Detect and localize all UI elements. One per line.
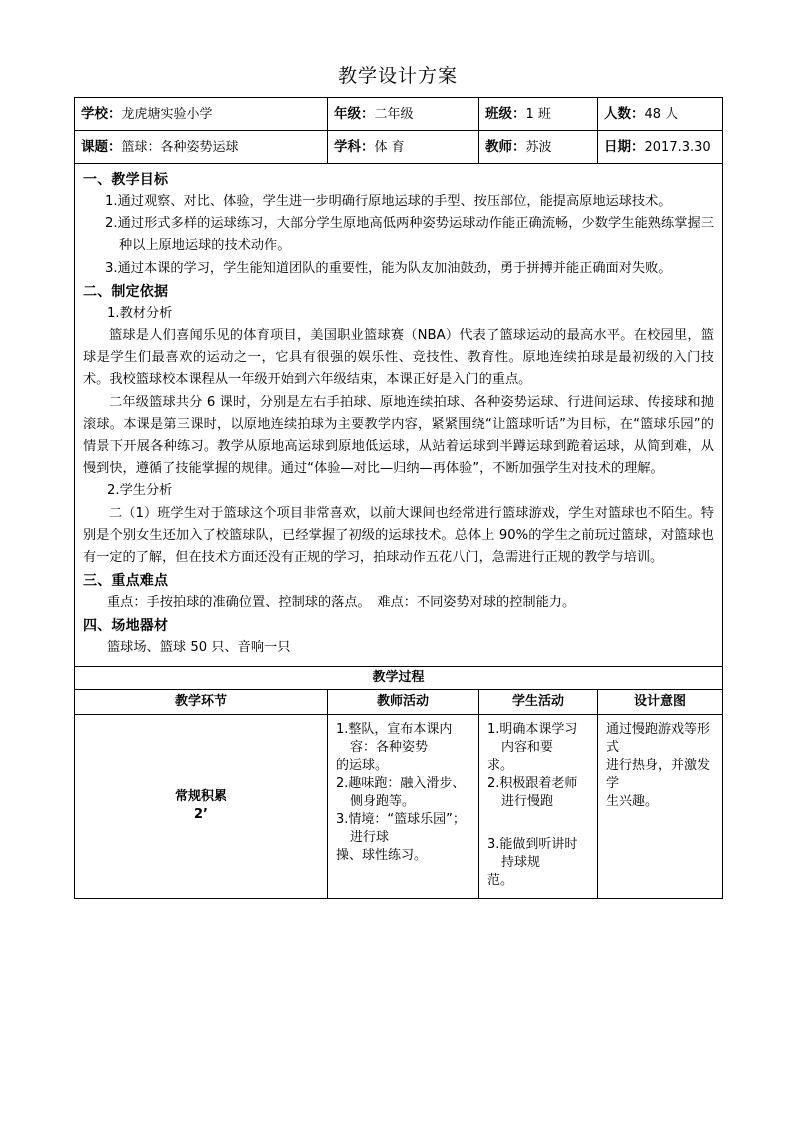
meta-label-teacher: 教师： <box>485 139 526 155</box>
meta-cell-date <box>598 131 723 164</box>
student-analysis-paragraph-1: 二（1）班学生对于篮球这个项目非常喜欢，以前大课间也经常进行篮球游戏，学生对篮球也不陌生。特别是个别女生还加入了校篮球队，已经掌握了初级的运球技术。总体上 90%的学生之前玩过篮球，对篮球也有一定的了解，但在技术方面还没有正规的学习，拍球动作五花八门，急需进行正规的教学与培训。 <box>83 505 714 566</box>
meta-row-school <box>75 98 723 131</box>
process-stage-name: 常规积累 <box>174 789 227 805</box>
process-stage-cell <box>75 714 328 898</box>
meta-label-topic: 课题： <box>81 139 122 155</box>
lesson-body-row <box>75 164 723 667</box>
meta-value-date: 2017.3.30 <box>644 140 711 155</box>
meta-value-headcount: 48 人 <box>644 107 679 122</box>
process-student-activity-cell <box>479 714 598 898</box>
meta-value-school: 龙虎塘实验小学 <box>121 107 213 122</box>
meta-label-subject: 学科： <box>334 139 375 155</box>
process-design-intent-cell <box>598 714 723 898</box>
objective-item-2: 2.通过形式多样的运球练习，大部分学生原地高低两种姿势运球动作能正确流畅，少数学生能熟练掌握三种以上原地运球的技术动作。 <box>105 216 714 254</box>
material-analysis-paragraph-1: 篮球是人们喜闻乐见的体育项目，美国职业篮球赛（NBA）代表了篮球运动的最高水平。在校园里，篮球是学生们最喜欢的运动之一，它具有很强的娱乐性、竞技性、教育性。原地连续拍球是最初级的入门技术。我校篮球校本课程从一年级开始到六年级结束，本课正好是入门的重点。 <box>83 328 714 388</box>
lesson-plan-table <box>74 97 723 899</box>
meta-value-topic: 篮球：各种姿势运球 <box>121 140 239 155</box>
process-header-row <box>75 689 723 714</box>
meta-value-class: 1 班 <box>525 107 551 122</box>
student-activity-line-1: 1.明确本课学习内容和要 <box>487 721 578 755</box>
key-points-text: 重点：手按拍球的准确位置、控制球的落点。 难点：不同姿势对球的控制能力。 <box>107 595 576 611</box>
meta-label-school: 学校： <box>81 106 122 122</box>
meta-label-date: 日期： <box>604 139 645 155</box>
meta-value-teacher: 苏波 <box>525 140 552 155</box>
section-heading-key-points: 三、重点难点 <box>83 573 169 590</box>
student-activity-line-3: 2.积极跟着老师进行慢跑 <box>487 775 578 809</box>
process-title: 教学过程 <box>75 666 723 689</box>
teacher-activity-line-4: 3.情境：“篮球乐园”；进行球 <box>336 811 466 845</box>
meta-cell-subject <box>328 131 479 164</box>
section-heading-objectives: 一、教学目标 <box>83 172 169 188</box>
lesson-body-cell <box>75 164 723 667</box>
design-intent-line-3: 生兴趣。 <box>606 793 659 809</box>
process-title-row <box>75 666 723 689</box>
process-teacher-activity-cell <box>328 714 479 898</box>
process-stage-time: 2’ <box>194 807 208 823</box>
meta-value-grade: 二年级 <box>374 107 414 122</box>
student-activity-line-2: 求。 <box>487 757 514 773</box>
process-column-header-stage: 教学环节 <box>75 689 328 714</box>
objective-item-1: 1.通过观察、对比、体验，学生进一步明确行原地运球的手型、按压部位，能提高原地运球技术。 <box>105 194 672 209</box>
student-activity-line-5: 范。 <box>487 872 514 888</box>
meta-cell-class <box>479 98 598 131</box>
meta-cell-grade <box>328 98 479 131</box>
process-column-header-intent: 设计意图 <box>598 689 723 714</box>
table-row <box>75 714 723 898</box>
meta-value-subject: 体 育 <box>374 140 405 155</box>
student-activity-spacer <box>487 811 589 836</box>
meta-row-topic <box>75 131 723 164</box>
teacher-activity-line-3: 2.趣味跑：融入滑步、侧身跑等。 <box>336 775 466 809</box>
meta-label-headcount: 人数： <box>604 106 645 122</box>
subheading-material-analysis: 1.教材分析 <box>107 305 173 321</box>
subheading-student-analysis: 2.学生分析 <box>107 483 173 499</box>
equipment-text: 篮球场、篮球 50 只、音响一只 <box>107 640 291 656</box>
teacher-activity-line-2: 的运球。 <box>336 757 389 773</box>
page-title: 教学设计方案 <box>337 65 458 87</box>
objective-item-3: 3.通过本课的学习，学生能知道团队的重要性，能为队友加油鼓劲，勇于拼搏并能正确面对失败。 <box>105 260 672 276</box>
design-intent-line-1: 通过慢跑游戏等形式 <box>606 721 711 755</box>
meta-cell-topic <box>75 131 328 164</box>
meta-cell-headcount <box>598 98 723 131</box>
process-column-header-student: 学生活动 <box>479 689 598 714</box>
student-activity-line-4: 3.能做到听讲时持球规 <box>487 836 578 870</box>
meta-label-class: 班级： <box>485 106 526 122</box>
design-intent-line-2: 进行热身，并激发学 <box>606 757 711 791</box>
material-analysis-paragraph-2: 二年级篮球共分 6 课时，分别是左右手拍球、原地连续拍球、各种姿势运球、行进间运球、传接球和抛滚球。本课是第三课时，以原地连续拍球为主要教学内容，紧紧围绕“让篮球听话”为目标，在“篮球乐园”的情景下开展各种练习。教学从原地高运球到原地低运球，从站着运球到半蹲运球到跪着运球，从简到难，从慢到快，遵循了技能掌握的规律。通过“体验—对比—归纳—再体验”，不断加强学生对技术的理解。 <box>83 394 714 477</box>
teacher-activity-line-5: 操、球性练习。 <box>336 847 428 863</box>
meta-cell-teacher <box>479 131 598 164</box>
section-heading-basis: 二、制定依据 <box>83 283 169 300</box>
meta-cell-school <box>75 98 328 131</box>
section-heading-equipment: 四、场地器材 <box>83 618 169 635</box>
meta-label-grade: 年级： <box>334 106 375 122</box>
process-column-header-teacher: 教师活动 <box>328 689 479 714</box>
teacher-activity-line-1: 1.整队，宣布本课内容：各种姿势 <box>336 721 453 755</box>
